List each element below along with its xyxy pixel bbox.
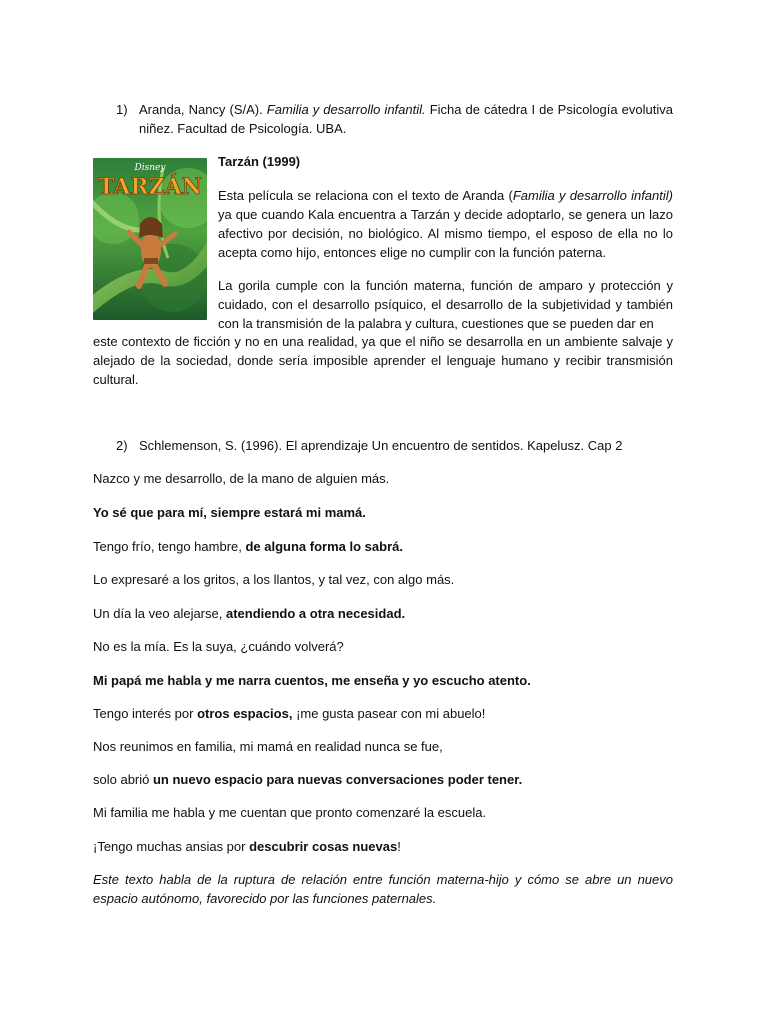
- reference-2: [116, 436, 673, 455]
- poster-title: TARZÁN: [98, 174, 202, 200]
- movie-paragraph-2-continued: este contexto de ficción y no en una realidad, ya que el niño se desarrolla en un ambiente salvaje y alejado de la sociedad, donde sería imposible aprender el lenguaje humano y recibir transmisión cultural.: [93, 334, 673, 387]
- reference-1-number: 1): [116, 102, 128, 117]
- reference-1-details: Ficha de cátedra I de Psicología evolutiva niñez. Facultad de Psicología. UBA.: [139, 102, 673, 136]
- poem-line-3: Tengo frío, tengo hambre, de alguna forma lo sabrá.: [93, 539, 403, 554]
- poster-artwork: [93, 158, 207, 320]
- poem-line-2: Yo sé que para mí, siempre estará mi mamá.: [93, 505, 366, 520]
- reference-1: [116, 100, 673, 138]
- poem-line-5: Un día la veo alejarse, atendiendo a otra necesidad.: [93, 606, 406, 621]
- poem-line-1: Nazco y me desarrollo, de la mano de alguien más.: [93, 471, 390, 486]
- poem-line-12: ¡Tengo muchas ansias por descubrir cosas nuevas!: [93, 839, 401, 854]
- reference-1-text: [139, 100, 673, 138]
- poem-line-10: solo abrió un nuevo espacio para nuevas conversaciones poder tener.: [93, 772, 523, 787]
- poem-line-4: Lo expresaré a los gritos, a los llantos, y tal vez, con algo más.: [93, 572, 455, 587]
- reference-2-number: 2): [116, 438, 128, 453]
- movie-paragraph-1: Esta película se relaciona con el texto de Aranda (Familia y desarrollo infantil) ya que cuando Kala encuentra a Tarzán y decide adoptarlo, se genera un lazo afectivo por decisión, no biológico. Al mismo tiempo, el esposo de ella no lo acepta como hijo, entonces elige no cumplir con la función paterna.: [218, 188, 673, 260]
- movie-heading: Tarzán (1999): [218, 154, 301, 169]
- poster-brand: Disney: [134, 163, 166, 173]
- reference-1-author: Aranda, Nancy (S/A).: [139, 102, 263, 117]
- conclusion-paragraph: Este texto habla de la ruptura de relación entre función materna-hijo y cómo se abre un nuevo espacio autónomo, favorecido por las funciones paternales.: [93, 872, 673, 906]
- poem-line-8: Tengo interés por otros espacios, ¡me gusta pasear con mi abuelo!: [93, 706, 486, 721]
- poem-line-7: Mi papá me habla y me narra cuentos, me enseña y yo escucho atento.: [93, 673, 531, 688]
- poem-line-9: Nos reunimos en familia, mi mamá en realidad nunca se fue,: [93, 739, 443, 754]
- reference-1-title: Familia y desarrollo infantil.: [266, 102, 426, 117]
- tarzan-movie-poster: [93, 158, 207, 320]
- movie-paragraph-2: La gorila cumple con la función materna, función de amparo y protección y cuidado, con el desarrollo psíquico, el desarrollo de la subjetividad y también con la transmisión de la palabra y cultura, cuestiones que se pueden dar en: [218, 278, 673, 331]
- poem-line-11: Mi familia me habla y me cuentan que pronto comenzaré la escuela.: [93, 805, 487, 820]
- poem-line-6: No es la mía. Es la suya, ¿cuándo volverá?: [93, 639, 344, 654]
- reference-2-text: Schlemenson, S. (1996). El aprendizaje Un encuentro de sentidos. Kapelusz. Cap 2: [139, 438, 623, 453]
